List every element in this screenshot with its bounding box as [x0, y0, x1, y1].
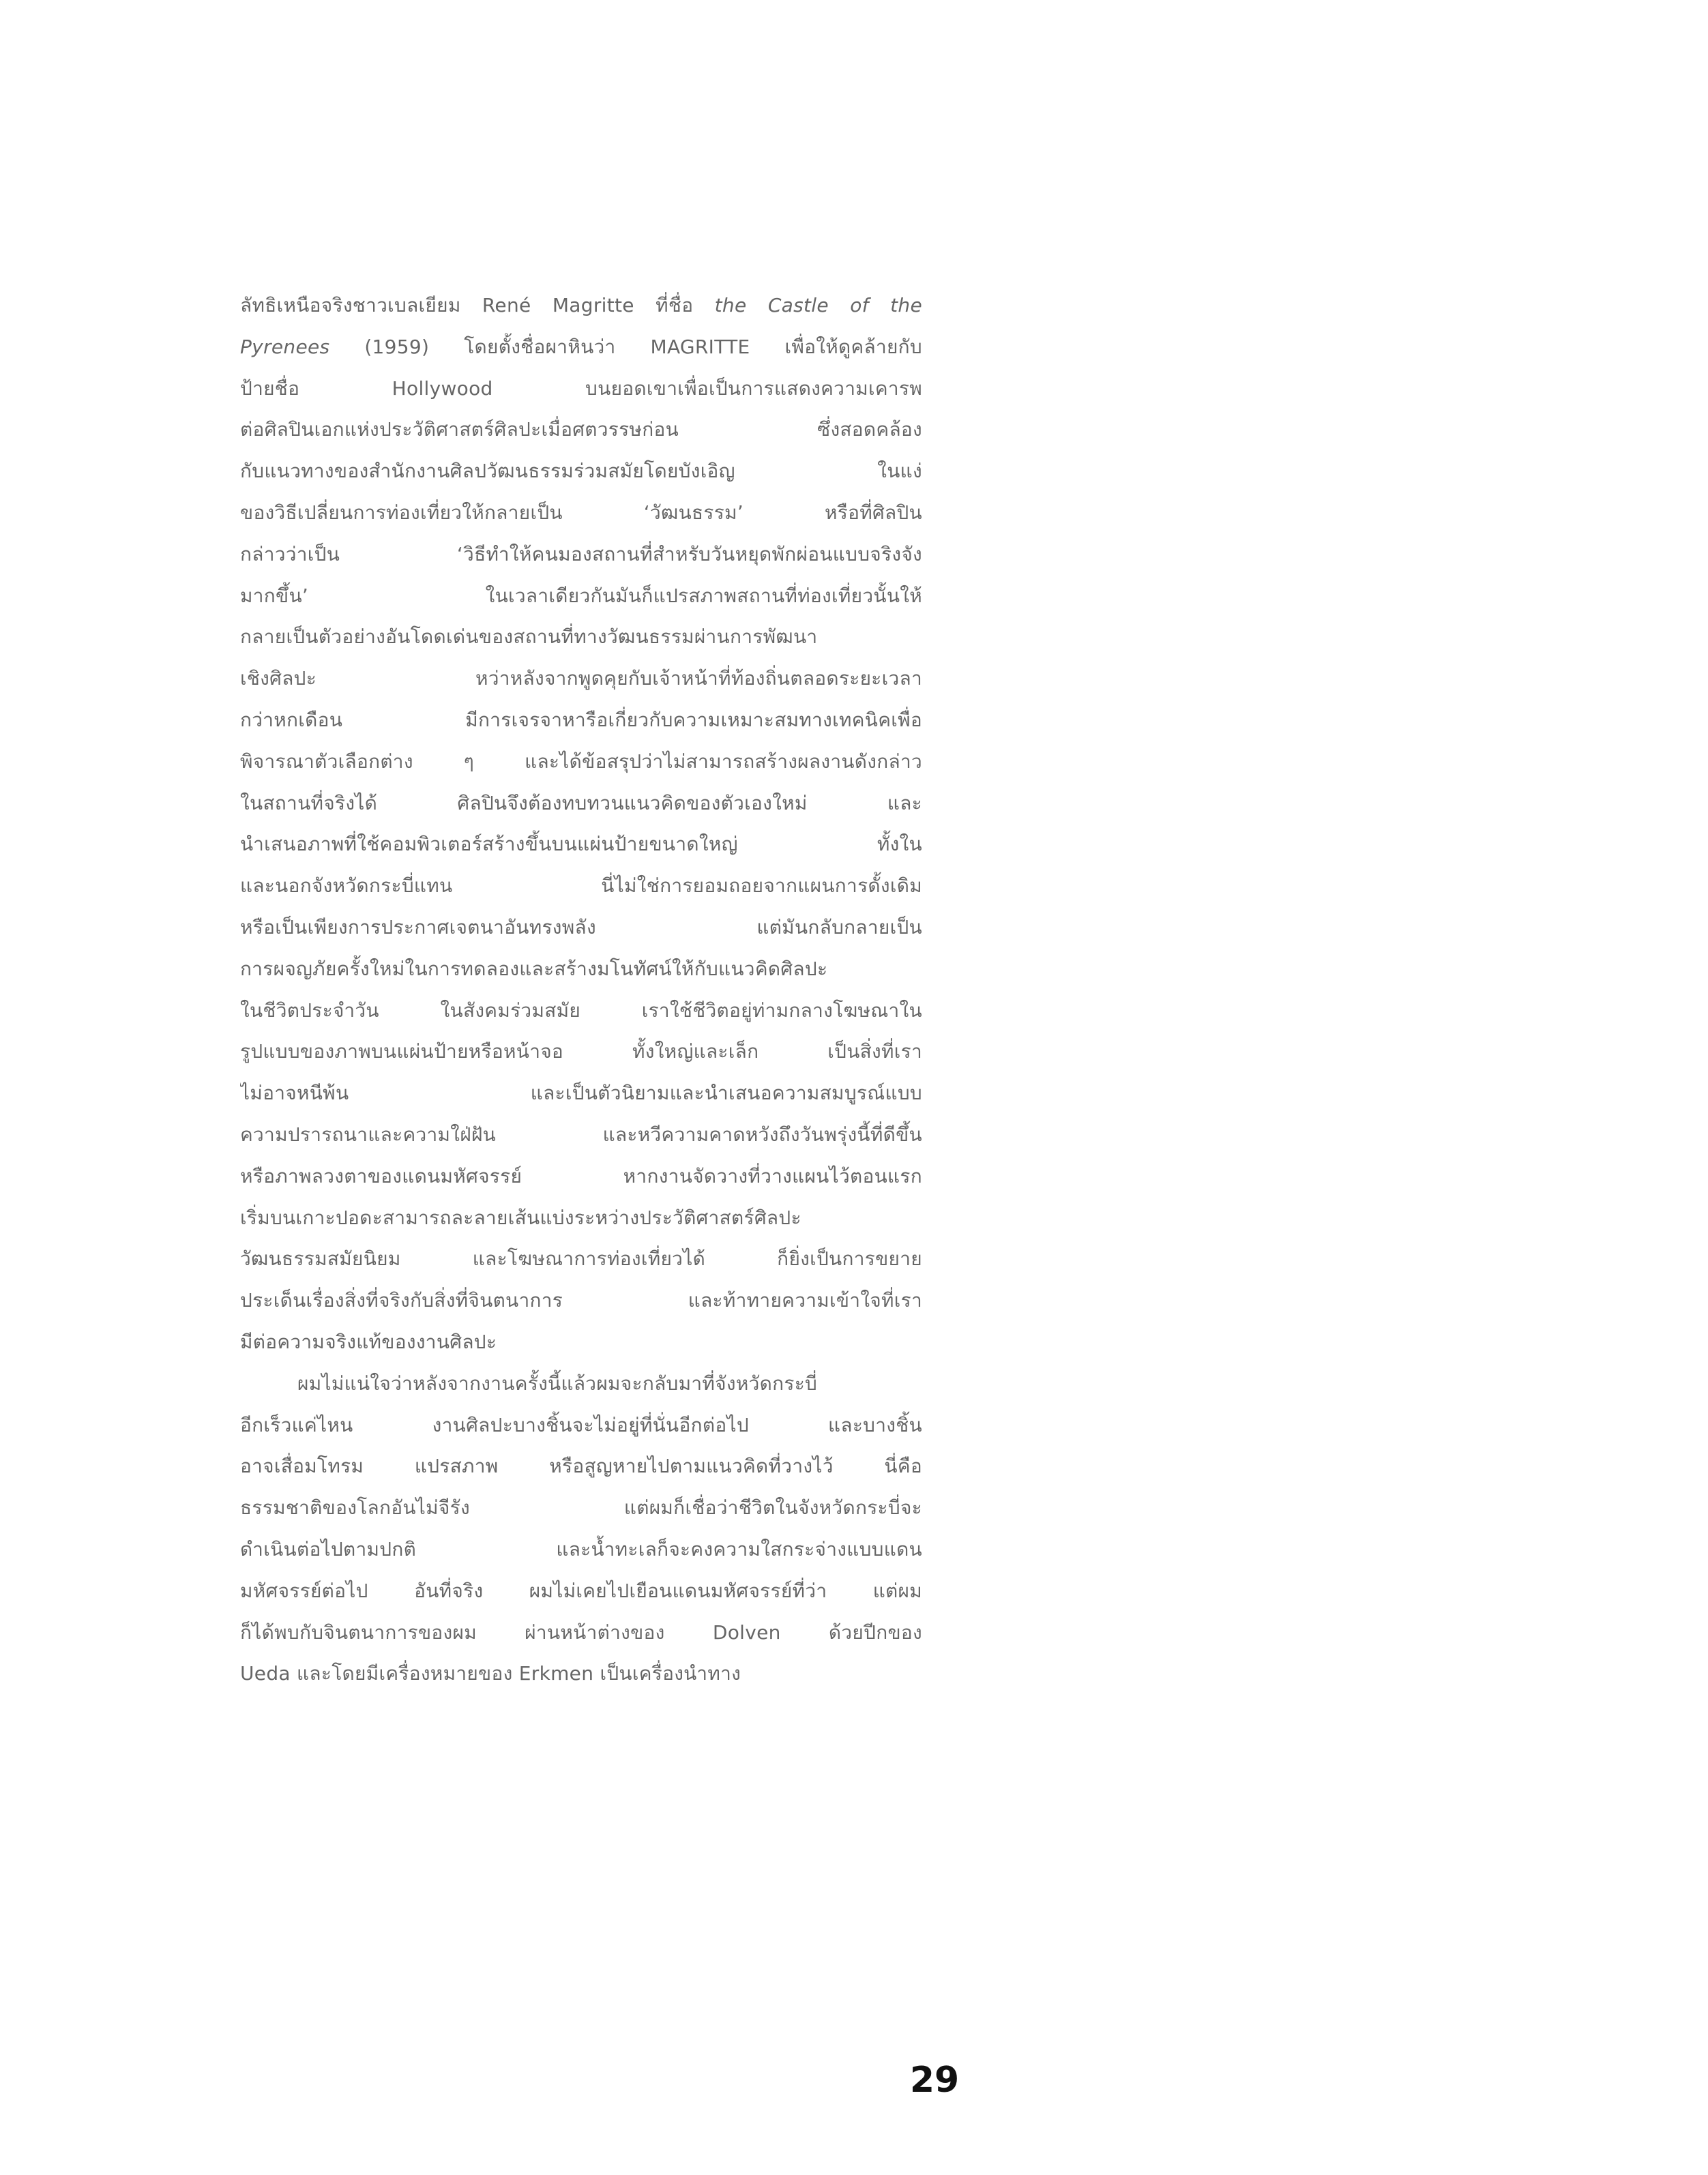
- text-line: รูปแบบของภาพบนแผ่นป้ายหรือหน้าจอ ทั้งใหญ่และเล็ก เป็นสิ่งที่เรา: [240, 1040, 922, 1063]
- text-line: หรือเป็นเพียงการประกาศเจตนาอันทรงพลัง แต่มันกลับกลายเป็น: [240, 915, 922, 938]
- text-line: พิจารณาตัวเลือกต่าง ๆ และได้ข้อสรุปว่าไม่สามารถสร้างผลงานดังกล่าว: [240, 750, 922, 773]
- text-line: ในชีวิตประจำวัน ในสังคมร่วมสมัย เราใช้ชีวิตอยู่ท่ามกลางโฆษณาใน: [240, 998, 922, 1022]
- text-line: ความปรารถนาและความใฝ่ฝัน และหวีความคาดหวังถึงวันพรุ่งนี้ที่ดีขึ้น: [240, 1123, 922, 1146]
- text-line: กับแนวทางของสำนักงานศิลปวัฒนธรรมร่วมสมัยโดยบังเอิญ ในแง่: [240, 460, 922, 483]
- text-line: วัฒนธรรมสมัยนิยม และโฆษณาการท่องเที่ยวได้ ก็ยิ่งเป็นการขยาย: [240, 1247, 922, 1271]
- text-line: ต่อศิลปินเอกแห่งประวัติศาสตร์ศิลปะเมื่อศตวรรษก่อน ซึ่งสอดคล้อง: [240, 418, 922, 441]
- text-line: หรือภาพลวงตาของแดนมหัศจรรย์ หากงานจัดวางที่วางแผนไว้ตอนแรก: [240, 1164, 922, 1187]
- text-line: ประเด็นเรื่องสิ่งที่จริงกับสิ่งที่จินตนาการ และท้าทายความเข้าใจที่เรา: [240, 1289, 922, 1312]
- text-line: ของวิธีเปลี่ยนการท่องเที่ยวให้กลายเป็น ‘วัฒนธรรม’ หรือที่ศิลปิน: [240, 501, 922, 524]
- text-line: ธรรมชาติของโลกอันไม่จีรัง แต่ผมก็เชื่อว่าชีวิตในจังหวัดกระบี่จะ: [240, 1496, 922, 1520]
- text-line: Pyrenees (1959) โดยตั้งชื่อผาหินว่า MAGRITTE เพื่อให้ดูคล้ายกับ: [240, 335, 922, 358]
- text-line: Ueda และโดยมีเครื่องหมายของ Erkmen เป็นเครื่องนำทาง: [240, 1662, 741, 1685]
- text-line: นำเสนอภาพที่ใช้คอมพิวเตอร์สร้างขึ้นบนแผ่นป้ายขนาดใหญ่ ทั้งใน: [240, 833, 922, 856]
- text-line: ลัทธิเหนือจริงชาวเบลเยียม René Magritte ที่ชื่อ the Castle of the: [240, 294, 922, 316]
- text-line: มีต่อความจริงแท้ของงานศิลปะ: [240, 1330, 497, 1353]
- text-line: ดำเนินต่อไปตามปกติ และน้ำทะเลก็จะคงความใสกระจ่างแบบแดน: [240, 1537, 922, 1560]
- text-line: ผมไม่แน่ใจว่าหลังจากงานครั้งนี้แล้วผมจะกลับมาที่จังหวัดกระบี่: [297, 1372, 818, 1395]
- text-line: กว่าหกเดือน มีการเจรจาหารือเกี่ยวกับความเหมาะสมทางเทคนิคเพื่อ: [240, 708, 922, 731]
- body-text: [240, 285, 922, 1695]
- text-line: มากขึ้น’ ในเวลาเดียวกันมันก็แปรสภาพสถานที่ท่องเที่ยวนั้นให้: [240, 584, 922, 607]
- text-line: กล่าวว่าเป็น ‘วิธีทำให้คนมองสถานที่สำหรับวันหยุดพักผ่อนแบบจริงจัง: [240, 542, 922, 565]
- page-number: 29: [909, 2060, 960, 2101]
- text-line: เริ่มบนเกาะปอดะสามารถละลายเส้นแบ่งระหว่างประวัติศาสตร์ศิลปะ: [240, 1206, 801, 1229]
- text-line: ก็ได้พบกับจินตนาการของผม ผ่านหน้าต่างของ Dolven ด้วยปีกของ: [240, 1621, 922, 1644]
- text-line: กลายเป็นตัวอย่างอันโดดเด่นของสถานที่ทางวัฒนธรรมผ่านการพัฒนา: [240, 625, 818, 649]
- text-line: อีกเร็วแค่ไหน งานศิลปะบางชิ้นจะไม่อยู่ที่นั่นอีกต่อไป และบางชิ้น: [240, 1413, 922, 1436]
- text-line: ป้ายชื่อ Hollywood บนยอดเขาเพื่อเป็นการแสดงความเคารพ: [240, 376, 922, 400]
- text-line: การผจญภัยครั้งใหม่ในการทดลองและสร้างมโนทัศน์ให้กับแนวคิดศิลปะ: [240, 957, 828, 980]
- text-line: และนอกจังหวัดกระบี่แทน นี่ไม่ใช่การยอมถอยจากแผนการดั้งเดิม: [240, 874, 922, 898]
- text-line: อาจเสื่อมโทรม แปรสภาพ หรือสูญหายไปตามแนวคิดที่วางไว้ นี่คือ: [240, 1455, 922, 1478]
- text-line: ไม่อาจหนีพ้น และเป็นตัวนิยามและนำเสนอความสมบูรณ์แบบ: [240, 1082, 922, 1105]
- paragraph-1: [240, 285, 922, 1363]
- paragraph-2: [240, 1363, 922, 1695]
- text-line: ในสถานที่จริงได้ ศิลปินจึงต้องทบทวนแนวคิดของตัวเองใหม่ และ: [240, 791, 922, 814]
- text-line: เชิงศิลปะ หว่าหลังจากพูดคุยกับเจ้าหน้าที่ท้องถิ่นตลอดระยะเวลา: [240, 667, 922, 690]
- text-line: มหัศจรรย์ต่อไป อันที่จริง ผมไม่เคยไปเยือนแดนมหัศจรรย์ที่ว่า แต่ผม: [240, 1579, 922, 1602]
